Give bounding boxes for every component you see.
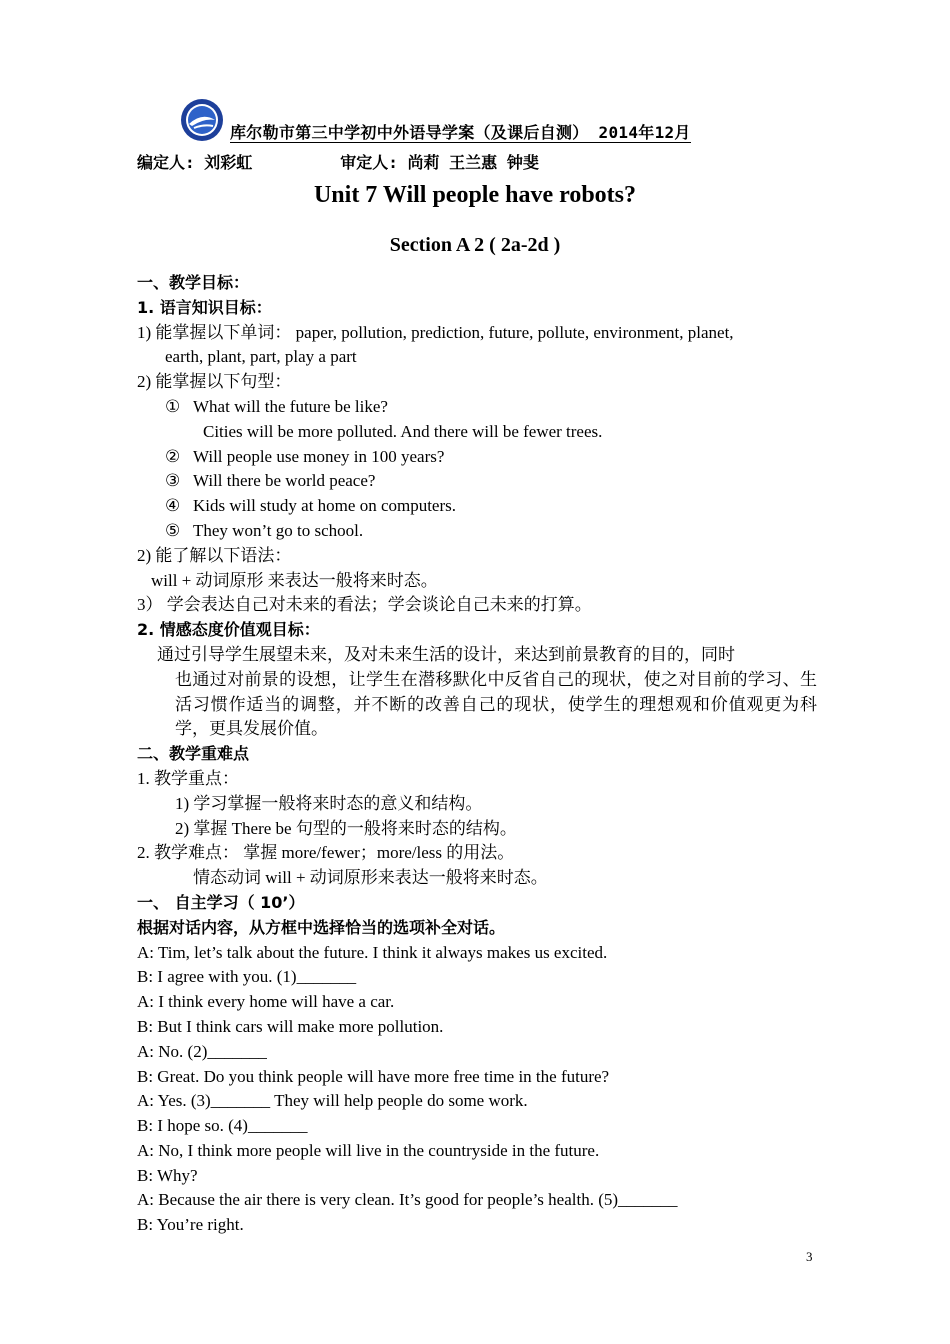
sentence-number: ②	[165, 446, 181, 466]
page-number: 3	[806, 1249, 813, 1264]
editor-label: 编定人: 刘彩虹	[137, 153, 253, 172]
dialogue-line: A: Yes. (3)_______ They will help people do some work.	[137, 1091, 528, 1111]
dialogue-line: B: Great. Do you think people will have more free time in the future?	[137, 1066, 610, 1086]
sentence-text: Will people use money in 100 years?	[193, 446, 445, 466]
self-study-heading: 一、 自主学习（ 10’）	[137, 892, 305, 912]
dialogue-line: A: Tim, let’s talk about the future. I think it always makes us excited.	[137, 942, 608, 962]
sentence-item	[137, 395, 817, 420]
dialogue-line: B: Why?	[137, 1165, 198, 1185]
sentence-text: Will there be world peace?	[193, 471, 376, 491]
dialogue-line: A: Because the air there is very clean. It’s good for people’s health. (5)_______	[137, 1190, 678, 1210]
sentence-number: ①	[165, 396, 181, 416]
emotion-paragraph-rest: 也通过对前景的设想，让学生在潜移默化中反省自己的现状，使之对目前的学习、生活习惯作适当的调整，并不断的改善自己的现状，使学生的理想观和价值观更为科学，更具发展价值。	[175, 669, 817, 739]
difficulty-line: 2. 教学难点： 掌握 more/fewer；more/less 的用法。	[137, 843, 515, 863]
dialogue-line: A: No. (2)_______	[137, 1041, 267, 1061]
school-logo-icon	[180, 98, 224, 142]
objective-item-3: 3） 学会表达自己对未来的看法；学会谈论自己未来的打算。	[137, 595, 592, 615]
sentence-item	[137, 494, 817, 519]
sentence-item	[137, 469, 817, 494]
difficulty-line-2: 情态动词 will + 动词原形来表达一般将来时态。	[193, 868, 548, 888]
language-objectives-heading: 1. 语言知识目标：	[137, 297, 272, 317]
dialogue-line: B: I agree with you. (1)_______	[137, 967, 357, 987]
sentence-text: Cities will be more polluted. And there will be fewer trees.	[203, 421, 603, 441]
sentence-text: They won’t go to school.	[193, 520, 364, 540]
reviewer-label: 审定人: 尚莉 王兰惠 钟斐	[340, 153, 539, 172]
sentence-text: What will the future be like?	[193, 396, 388, 416]
self-study-instruction: 根据对话内容，从方框中选择恰当的选项补全对话。	[137, 917, 506, 937]
words-line-2: earth, plant, part, play a part	[165, 347, 357, 367]
sentence-number: ③	[165, 471, 181, 491]
sentence-number: ④	[165, 496, 181, 516]
sentence-number: ⑤	[165, 520, 181, 540]
sentence-item	[137, 519, 817, 544]
focus-item: 1) 学习掌握一般将来时态的意义和结构。	[175, 793, 483, 813]
objectives-heading: 一、教学目标：	[137, 273, 250, 292]
dialogue-line: B: You’re right.	[137, 1215, 244, 1235]
document-body	[137, 271, 817, 1238]
grammar-text: will + 动词原形 来表达一般将来时态。	[151, 570, 438, 590]
words-line-1: 1) 能掌握以下单词： paper, pollution, prediction, future, pollute, environment, planet,	[137, 322, 734, 342]
grammar-heading: 2) 能了解以下语法：	[137, 545, 292, 565]
sentence-text: Kids will study at home on computers.	[193, 496, 457, 516]
emotion-paragraph-first: 通过引导学生展望未来，及对未来生活的设计，来达到前景教育的目的，同时	[157, 644, 735, 664]
dialogue-line: B: But I think cars will make more pollution.	[137, 1016, 444, 1036]
editors-line	[137, 150, 539, 173]
sentence-item	[137, 420, 817, 445]
section-subtitle: Section A 2 ( 2a-2d )	[389, 234, 561, 256]
focus-item: 2) 掌握 There be 句型的一般将来时态的结构。	[175, 818, 517, 838]
dialogue-line: A: I think every home will have a car.	[137, 992, 395, 1012]
dialogue-line: B: I hope so. (4)_______	[137, 1116, 308, 1136]
sentence-item	[137, 445, 817, 470]
school-title-line: 库尔勒市第三中学初中外语导学案（及课后自测） 2014年12月	[230, 123, 691, 142]
page-title: Unit 7 Will people have robots?	[313, 182, 637, 208]
emotion-objectives-heading: 2. 情感态度价值观目标：	[137, 620, 320, 640]
key-points-heading: 二、教学重难点	[137, 744, 250, 764]
focus-heading: 1. 教学重点：	[137, 768, 239, 788]
document-header	[180, 98, 780, 144]
sentences-heading: 2) 能掌握以下句型：	[137, 372, 292, 392]
dialogue-line: A: No, I think more people will live in the countryside in the future.	[137, 1140, 600, 1160]
